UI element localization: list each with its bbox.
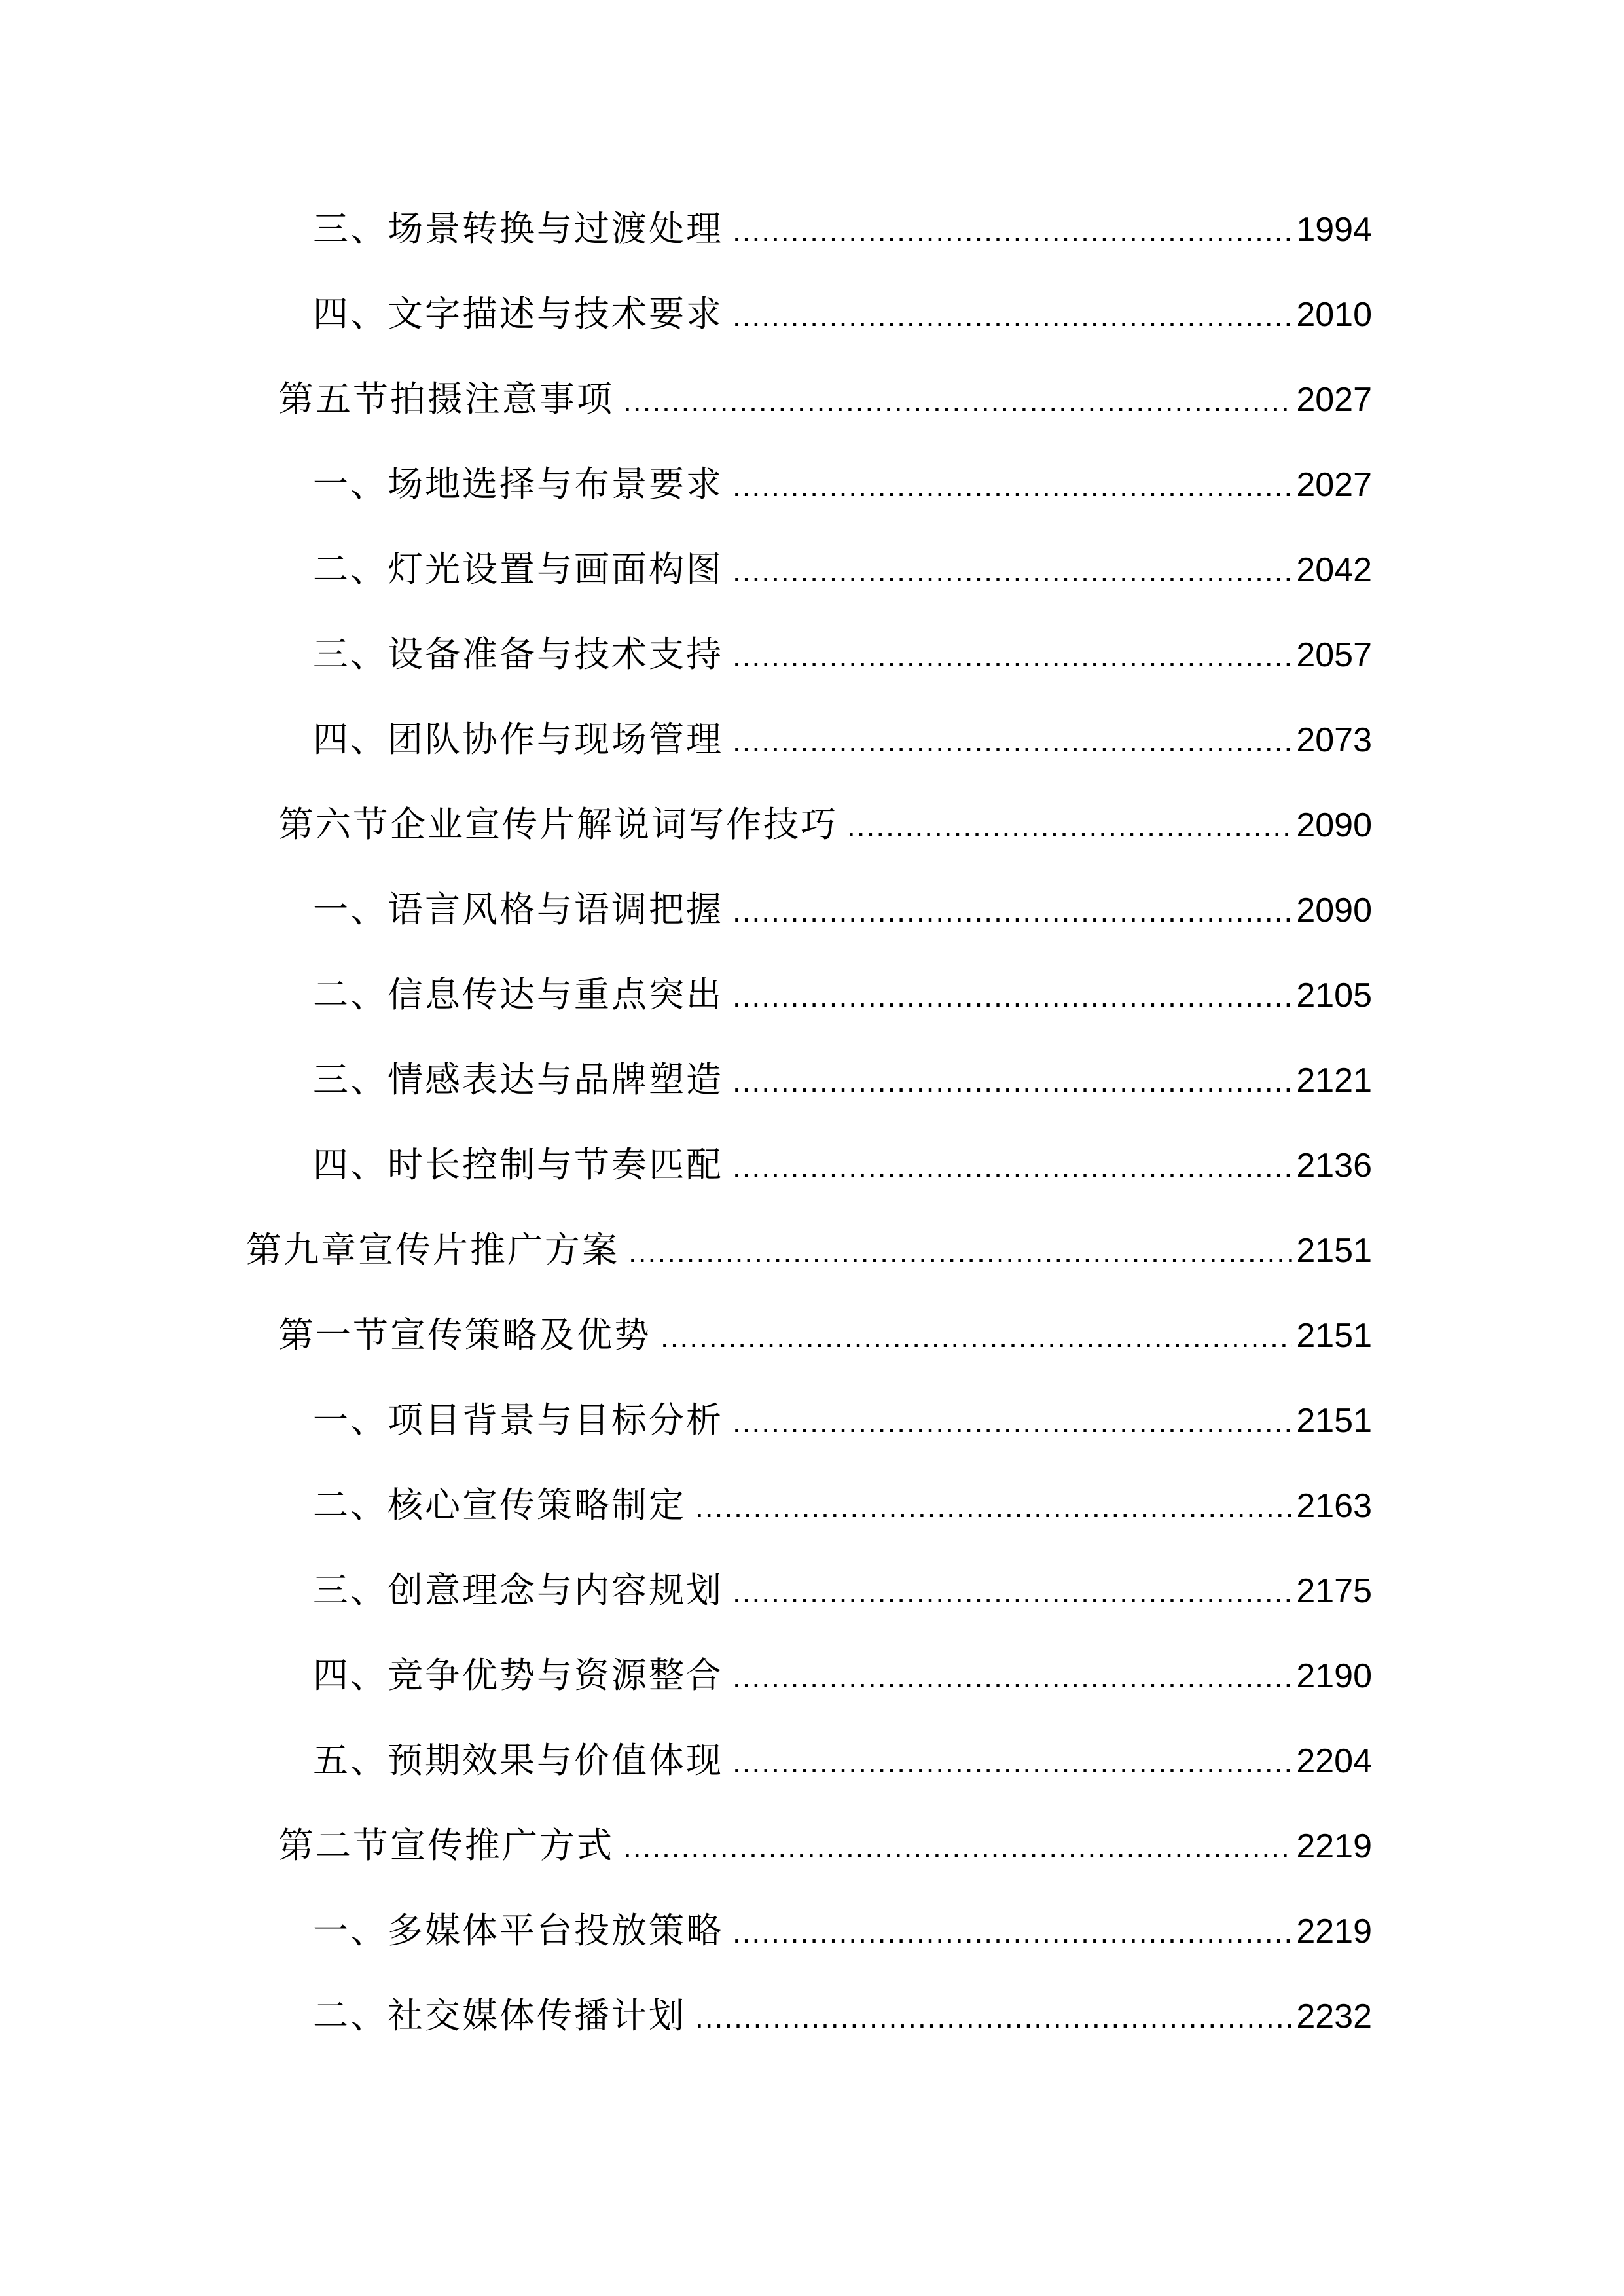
toc-entry[interactable] — [313, 1394, 1372, 1446]
toc-entry-title: 一、项目背景与目标分析 — [313, 1399, 723, 1441]
toc-entry[interactable] — [313, 1990, 1372, 2042]
toc-entry-page-number: 2204 — [1296, 1742, 1372, 1780]
toc-entry[interactable] — [313, 969, 1372, 1021]
toc-entry-page-number: 2175 — [1296, 1572, 1372, 1610]
toc-entry-page-number: 2232 — [1296, 1998, 1372, 2036]
toc-entry[interactable] — [313, 203, 1372, 255]
toc-entry-title: 第九章宣传片推广方案 — [246, 1229, 619, 1270]
toc-entry-page-number: 2190 — [1296, 1657, 1372, 1695]
toc-dot-leader — [623, 374, 1292, 427]
toc-dot-leader — [695, 1991, 1292, 2043]
toc-entry[interactable] — [313, 1905, 1372, 1957]
toc-dot-leader — [660, 1310, 1292, 1363]
toc-entry-page-number: 2121 — [1296, 1062, 1372, 1100]
toc-dot-leader — [847, 800, 1292, 852]
toc-entry-page-number: 2136 — [1296, 1147, 1372, 1185]
toc-entry-page-number: 2042 — [1296, 551, 1372, 589]
toc-entry-page-number: 2010 — [1296, 296, 1372, 334]
toc-entry-title: 第二节宣传推广方式 — [278, 1825, 614, 1866]
toc-entry-title: 二、灯光设置与画面构图 — [313, 548, 723, 590]
toc-entry-title: 二、社交媒体传播计划 — [313, 1995, 686, 2036]
toc-entry-page-number: 2151 — [1296, 1402, 1372, 1440]
toc-entry-title: 第一节宣传策略及优势 — [278, 1314, 651, 1355]
toc-entry-title: 三、设备准备与技术支持 — [313, 634, 723, 675]
toc-entry-title: 一、多媒体平台投放策略 — [313, 1910, 723, 1951]
toc-dot-leader — [732, 1736, 1292, 1788]
toc-entry[interactable] — [313, 628, 1372, 681]
toc-entry[interactable] — [278, 798, 1372, 851]
toc-dot-leader — [732, 1055, 1292, 1107]
toc-entry-title: 四、文字描述与技术要求 — [313, 293, 723, 334]
toc-dot-leader — [732, 1140, 1292, 1193]
toc-dot-leader — [732, 545, 1292, 597]
toc-entry[interactable] — [278, 1820, 1372, 1872]
toc-entry-title: 四、团队协作与现场管理 — [313, 719, 723, 760]
toc-entry-title: 二、核心宣传策略制定 — [313, 1484, 686, 1526]
toc-entry-page-number: 2027 — [1296, 466, 1372, 504]
toc-entry-page-number: 2105 — [1296, 977, 1372, 1014]
toc-dot-leader — [732, 204, 1292, 257]
toc-entry-page-number: 2163 — [1296, 1487, 1372, 1525]
toc-entry-title: 三、场景转换与过渡处理 — [313, 208, 723, 249]
toc-entry-title: 三、情感表达与品牌塑造 — [313, 1059, 723, 1100]
toc-entry[interactable] — [313, 288, 1372, 340]
toc-entry-page-number: 2219 — [1296, 1912, 1372, 1950]
toc-dot-leader — [732, 1395, 1292, 1448]
toc-entry-title: 第六节企业宣传片解说词写作技巧 — [278, 804, 838, 845]
toc-entry[interactable] — [246, 1224, 1372, 1276]
toc-entry-title: 一、语言风格与语调把握 — [313, 889, 723, 930]
toc-entry-page-number: 2090 — [1296, 891, 1372, 929]
toc-entry-title: 第五节拍摄注意事项 — [278, 378, 614, 420]
toc-entry[interactable] — [278, 1309, 1372, 1361]
toc-dot-leader — [732, 289, 1292, 342]
toc-dot-leader — [732, 885, 1292, 937]
toc-dot-leader — [628, 1225, 1292, 1278]
toc-entry[interactable] — [313, 1479, 1372, 1532]
toc-dot-leader — [732, 1906, 1292, 1958]
toc-entry[interactable] — [278, 373, 1372, 425]
toc-entry-page-number: 2057 — [1296, 636, 1372, 674]
toc-entry-page-number: 2151 — [1296, 1232, 1372, 1270]
toc-entry-title: 四、时长控制与节奏匹配 — [313, 1144, 723, 1185]
toc-entry[interactable] — [313, 713, 1372, 766]
toc-entry[interactable] — [313, 1649, 1372, 1702]
toc-entry-page-number: 2073 — [1296, 721, 1372, 759]
toc-dot-leader — [732, 1566, 1292, 1618]
toc-dot-leader — [732, 459, 1292, 512]
toc-dot-leader — [732, 715, 1292, 767]
toc-entry[interactable] — [313, 1139, 1372, 1191]
toc-entry[interactable] — [313, 1564, 1372, 1617]
toc-dot-leader — [623, 1821, 1292, 1873]
toc-entry-title: 二、信息传达与重点突出 — [313, 974, 723, 1015]
toc-entry-page-number: 2027 — [1296, 381, 1372, 419]
toc-entry-title: 五、预期效果与价值体现 — [313, 1740, 723, 1781]
toc-dot-leader — [732, 1651, 1292, 1703]
toc-dot-leader — [732, 630, 1292, 682]
toc-entry[interactable] — [313, 1734, 1372, 1787]
toc-entry-page-number: 2219 — [1296, 1827, 1372, 1865]
toc-entry-title: 三、创意理念与内容规划 — [313, 1570, 723, 1611]
toc-entry[interactable] — [313, 884, 1372, 936]
toc-dot-leader — [695, 1480, 1292, 1533]
toc-entry-page-number: 2090 — [1296, 806, 1372, 844]
toc-entry[interactable] — [313, 458, 1372, 511]
toc-entry-title: 一、场地选择与布景要求 — [313, 463, 723, 505]
toc-entry-page-number: 2151 — [1296, 1317, 1372, 1355]
toc-entry[interactable] — [313, 543, 1372, 596]
toc-dot-leader — [732, 970, 1292, 1022]
toc-entry[interactable] — [313, 1054, 1372, 1106]
toc-entry-page-number: 1994 — [1296, 211, 1372, 249]
toc-entry-title: 四、竞争优势与资源整合 — [313, 1655, 723, 1696]
